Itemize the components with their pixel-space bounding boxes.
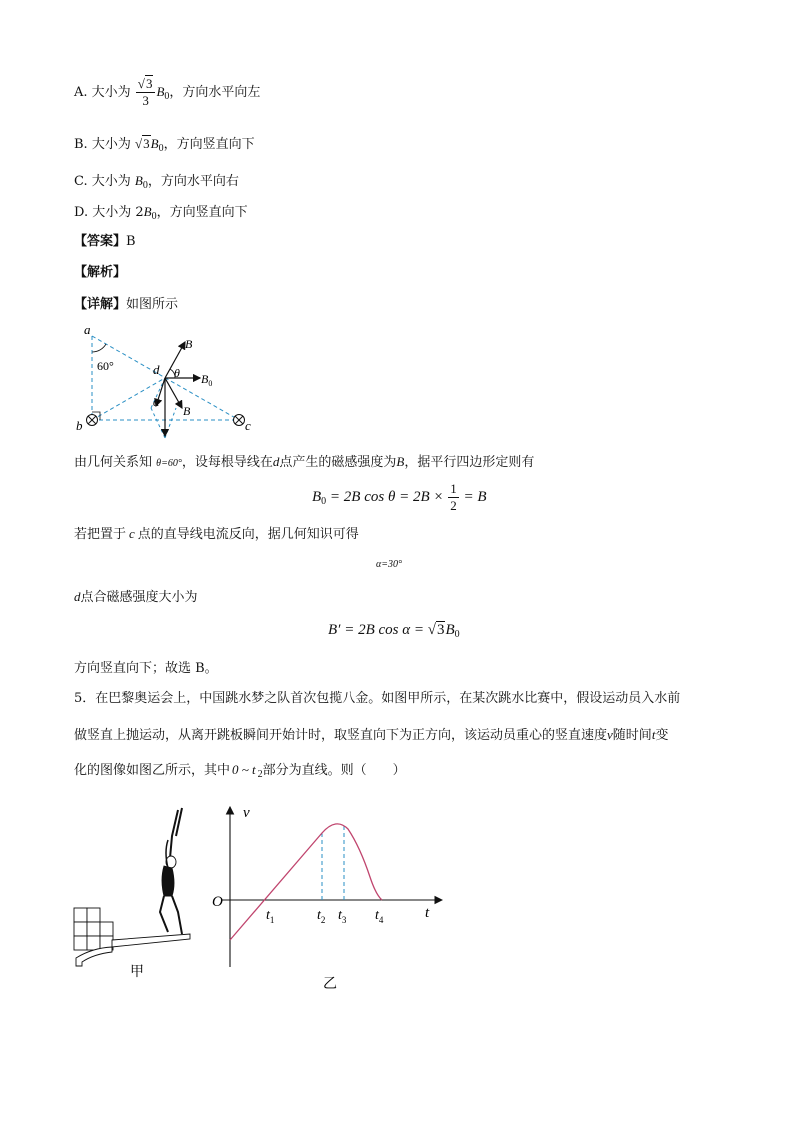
b0-symbol: B (156, 84, 165, 99)
label-t: t (425, 905, 430, 921)
question-text: 化的图像如图乙所示，其中 (74, 763, 231, 778)
point-c: c (129, 526, 135, 541)
explain-text: ，设每根导线在 (181, 455, 273, 470)
label-alpha: α (153, 395, 160, 409)
fraction-sqrt3-over-3: $\frac{√3}{3}$ (136, 76, 156, 109)
sqrt-3: √3 (134, 136, 150, 151)
question5-line-1: 5．在巴黎奥运会上，中国跳水梦之队首次包揽八金。如图甲所示，在某次跳水比赛中，假设运动员入水前 (74, 691, 681, 706)
point-d: d (74, 589, 81, 604)
parallelogram-side-2 (151, 408, 165, 438)
caption-yi: 乙 (323, 977, 337, 992)
explain-text: 点的直导线电流反向，据几何知识可得 (137, 527, 359, 542)
explain-line-4: 方向竖直向下；故选 B。 (74, 661, 218, 676)
explain-line-2 (74, 525, 359, 544)
answer-label: 【答案】 (74, 234, 127, 249)
question-text: 变 (655, 728, 669, 743)
equation-1 (312, 481, 487, 514)
theta-value: θ=60° (156, 458, 182, 469)
label-b-upper: B (185, 337, 193, 351)
option-a-suffix: ，方向水平向左 (169, 85, 261, 100)
parallelogram-side-3 (165, 408, 176, 438)
question-text: 部分为直线。则（ ） (262, 763, 406, 778)
label-t4: $t_4$ (375, 908, 384, 925)
label-t2: $t_2$ (317, 908, 326, 925)
option-b-prefix: B. 大小为 (74, 137, 131, 152)
b0-symbol: B (134, 173, 143, 188)
frac-numerator: 1 (450, 481, 457, 496)
angle-arc-a (92, 344, 106, 352)
range-sub: 2 (257, 769, 263, 780)
option-d-suffix: ，方向竖直向下 (156, 205, 248, 220)
question-text: 随时间 (612, 728, 652, 743)
velocity-curve (230, 824, 382, 940)
eq1-rhs: = B (463, 488, 487, 505)
option-d (74, 203, 248, 226)
sqrt-3: √3 (427, 622, 445, 638)
question5-line-3 (74, 761, 406, 784)
option-b-suffix: ，方向竖直向下 (163, 137, 255, 152)
detail-line (74, 296, 178, 314)
b0-subscript: 0 (158, 143, 164, 154)
label-v: v (243, 805, 250, 821)
label-origin: O (212, 894, 223, 910)
label-b-lower: B (183, 404, 191, 418)
question-text: 做竖直上抛运动，从离开跳板瞬间开始计时，取竖直向下为正方向，该运动员重心的竖直速度 (74, 728, 608, 743)
explain-text: 若把置于 (74, 527, 127, 542)
label-a: a (84, 322, 91, 337)
sqrt-radicand: 3 (436, 622, 445, 638)
detail-label: 【详解】 (74, 297, 127, 312)
option-c (74, 172, 239, 195)
detail-text: 如图所示 (126, 297, 179, 312)
explain-text: 点产生的磁感强度为 (279, 455, 397, 470)
explain-line-3 (74, 588, 198, 607)
option-d-prefix: D. 大小为 2 (74, 205, 144, 220)
option-b (74, 135, 255, 158)
option-c-suffix: ，方向水平向右 (147, 174, 239, 189)
answer-value: B (126, 234, 136, 249)
magnetic-field-diagram (72, 322, 262, 442)
sqrt-radicand: 3 (143, 136, 150, 151)
label-b0: $B_0$ (201, 372, 213, 388)
range-0-t2: 0 ~ t (232, 762, 256, 777)
eq2-lhs: B′ = 2B cos α = (328, 622, 424, 638)
point-d: d (272, 454, 280, 469)
platform-icon (74, 908, 113, 966)
option-a (74, 76, 260, 109)
alpha-equation: α=30° (376, 559, 402, 570)
frac-denominator: 2 (450, 498, 457, 513)
label-t3: $t_3$ (338, 908, 347, 925)
analysis-label: 【解析】 (74, 265, 127, 280)
eq1-lhs-sub: 0 (321, 495, 327, 507)
option-a-prefix: A. 大小为 (74, 85, 131, 100)
b0-subscript: 0 (164, 91, 170, 102)
explain-text: ，据平行四边形定则有 (404, 455, 535, 470)
label-b: b (76, 418, 83, 433)
frac-numerator: 3 (145, 76, 153, 91)
b0-subscript: 0 (142, 180, 148, 191)
fraction-1-over-2 (448, 481, 459, 514)
explain-text: 点合磁感强度大小为 (80, 590, 198, 605)
explain-line-1 (74, 453, 534, 473)
caption-jia: 甲 (130, 965, 144, 980)
eq1-lhs: B (312, 488, 322, 505)
diver-icon (160, 808, 182, 934)
eq2-sub: 0 (454, 629, 460, 640)
eq2-b: B (445, 622, 455, 638)
symbol-t: t (651, 727, 656, 742)
label-c: c (245, 418, 251, 433)
frac-denominator: 3 (142, 93, 149, 108)
symbol-b: B (396, 454, 405, 469)
equation-2 (328, 622, 460, 640)
answer-line (74, 233, 136, 251)
b0-symbol: B (143, 204, 152, 219)
b0-subscript: 0 (151, 211, 157, 222)
label-theta: θ (174, 366, 180, 380)
b0-symbol: B (150, 136, 159, 151)
option-c-prefix: C. 大小为 (74, 174, 131, 189)
velocity-time-graph (200, 795, 450, 995)
springboard-icon (112, 934, 190, 947)
eq1-mid: = 2B cos θ = 2B × (326, 488, 444, 505)
label-d: d (153, 362, 160, 377)
explain-text: 由几何关系知 (74, 455, 153, 470)
diver-illustration (72, 800, 212, 980)
symbol-v: v (607, 727, 613, 742)
label-t1: $t_1$ (266, 908, 275, 925)
question5-line-2 (74, 726, 668, 745)
label-60-deg: 60° (97, 359, 114, 373)
